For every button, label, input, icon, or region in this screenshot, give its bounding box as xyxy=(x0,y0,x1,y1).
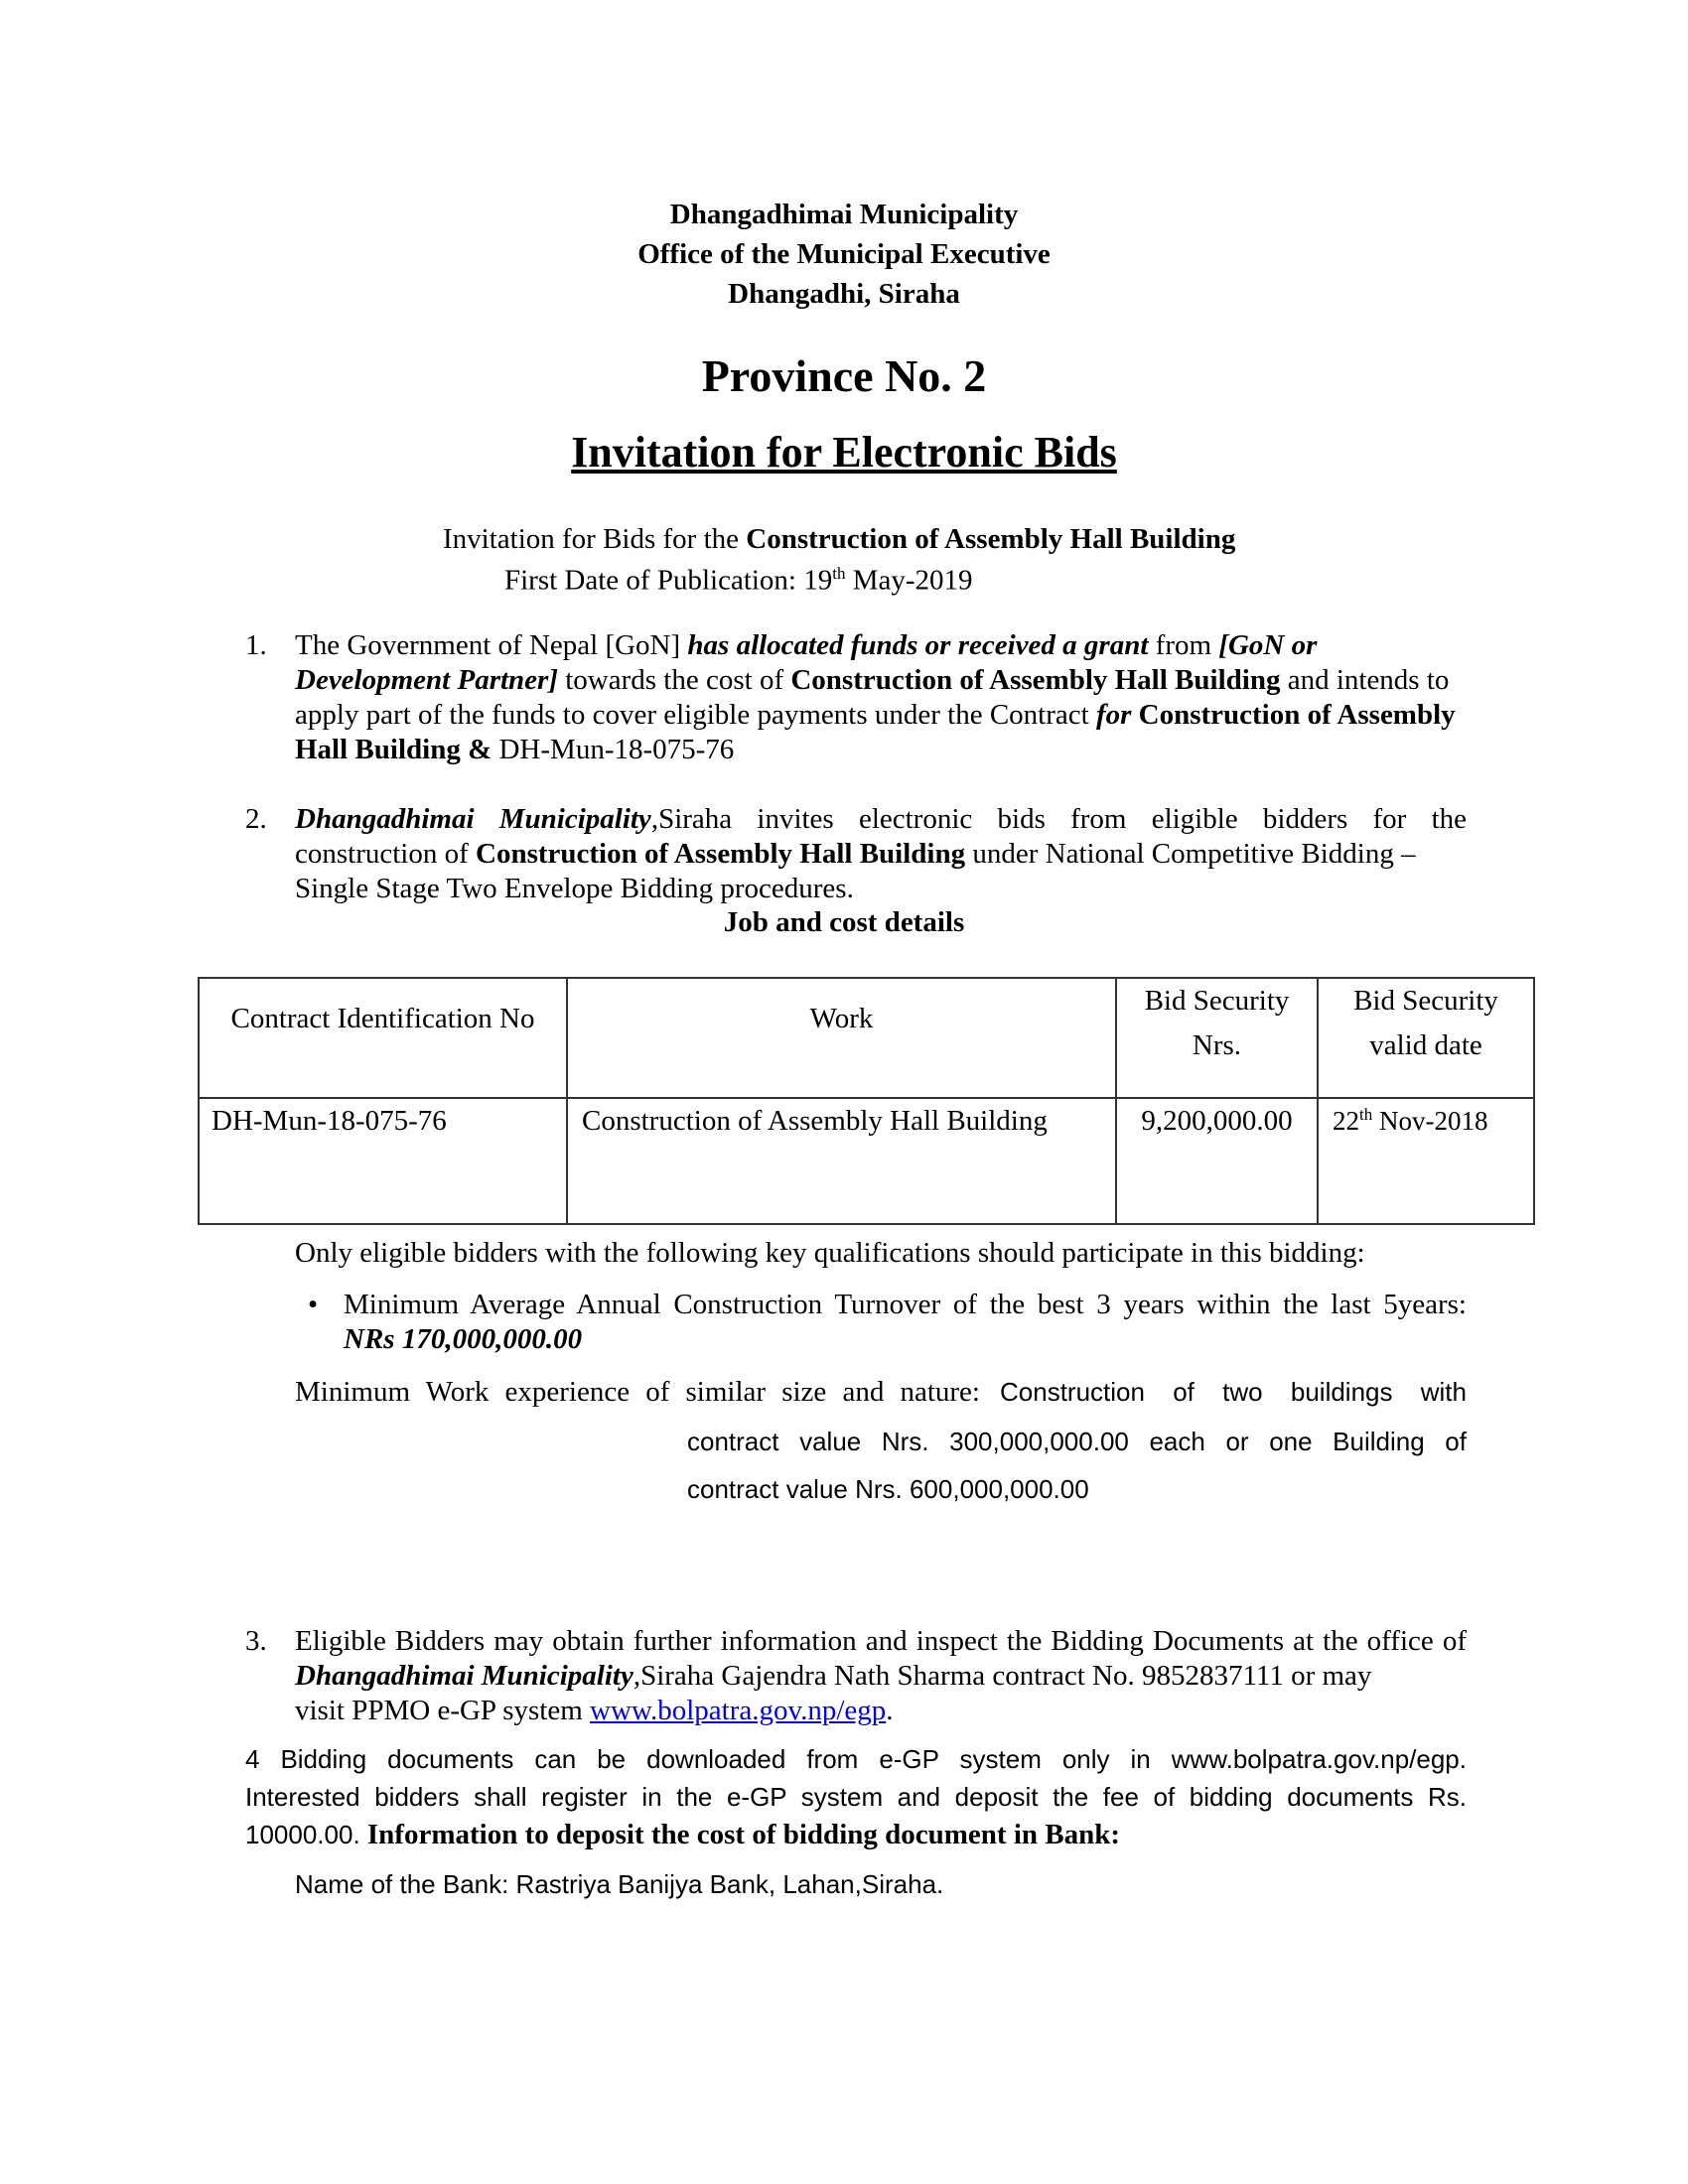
para-1-emphasis: for xyxy=(1095,699,1132,731)
cell-valid-date-rest: Nov-2018 xyxy=(1372,1106,1488,1136)
para-1-text: and intends to xyxy=(1280,664,1450,696)
para-3-text: Eligible Bidders may obtain further information and inspect the Bidding Documents at the office of xyxy=(295,1625,1467,1657)
para-1-project: Construction of Assembly xyxy=(1131,699,1456,731)
cell-contract-id: DH-Mun-18-075-76 xyxy=(199,1098,567,1224)
cell-work: Construction of Assembly Hall Building xyxy=(567,1098,1116,1224)
municipality-name: Dhangadhimai Municipality xyxy=(669,199,1019,230)
egp-link[interactable]: www.bolpatra.gov.np/egp xyxy=(590,1695,887,1726)
header-valid-date-line2: valid date xyxy=(1369,1029,1482,1061)
para-4-line-2: Interested bidders shall register in the e-GP system and deposit the fee of bidding documents Rs. xyxy=(245,1782,1467,1812)
office-location: Dhangadhi, Siraha xyxy=(728,278,960,310)
publication-date xyxy=(504,556,973,599)
para-3-text: . xyxy=(886,1695,894,1726)
header-valid-date-line1: Bid Security xyxy=(1353,985,1498,1017)
header-bid-security-line2: Nrs. xyxy=(1192,1029,1242,1061)
para-1-emphasis: [GoN or xyxy=(1218,629,1318,661)
para-1-text: The Government of Nepal [GoN] xyxy=(295,629,688,661)
para-3-number: 3. xyxy=(245,1625,267,1657)
header-work: Work xyxy=(567,978,1116,1098)
para-3-municipality: Dhangadhimai Municipality xyxy=(295,1660,633,1692)
cell-valid-date-day: 22 xyxy=(1333,1106,1359,1136)
para-1-text: apply part of the funds to cover eligible payments under the Contract xyxy=(295,699,1096,731)
publication-date-sup: th xyxy=(832,564,846,583)
para-2-text: Single Stage Two Envelope Bidding procedures. xyxy=(295,873,854,904)
para-4-fee: 10000.00. xyxy=(245,1820,367,1849)
para-1-emphasis: Development Partner] xyxy=(295,664,558,696)
province-title: Province No. 2 xyxy=(701,350,987,401)
para-3-text: visit PPMO e-GP system xyxy=(295,1695,591,1726)
invitation-subtitle xyxy=(443,522,1235,557)
experience-line-1: Construction of two buildings with xyxy=(1000,1377,1467,1407)
office-header xyxy=(0,195,1688,314)
turnover-value: NRs 170,000,000.00 xyxy=(344,1323,583,1355)
para-2-text: construction of xyxy=(295,838,477,870)
experience-requirement xyxy=(295,1375,1467,1410)
table-title: Job and cost details xyxy=(723,906,965,938)
para-4 xyxy=(245,1740,1467,1853)
para-1-number: 1. xyxy=(245,629,267,661)
para-2-text: ,Siraha invites electronic bids from eligible bidders for the xyxy=(650,803,1467,835)
publication-date-suffix: May-2019 xyxy=(845,564,973,597)
header-contract-id: Contract Identification No xyxy=(199,978,567,1098)
para-4-line-1: 4 Bidding documents can be downloaded from e-GP system only in www.bolpatra.gov.np/egp. xyxy=(245,1744,1467,1774)
publication-date-prefix: First Date of Publication: 19 xyxy=(504,564,833,597)
subtitle-prefix: Invitation for Bids for the xyxy=(443,523,747,555)
experience-label: Minimum Work experience of similar size and nature: xyxy=(295,1376,980,1408)
para-1-emphasis: has allocated funds or received a grant xyxy=(687,629,1149,661)
table-header-row xyxy=(199,978,1534,1098)
header-bid-security xyxy=(1116,978,1318,1098)
experience-line-2: contract value Nrs. 300,000,000.00 each or one Building of xyxy=(687,1427,1467,1456)
para-3-contact: ,Siraha Gajendra Nath Sharma contract No. 9852837111 or may xyxy=(633,1660,1372,1692)
subtitle-project: Construction of Assembly Hall Building xyxy=(746,523,1236,555)
document-heading: Invitation for Electronic Bids xyxy=(571,428,1117,477)
para-2-project: Construction of Assembly Hall Building xyxy=(476,838,966,870)
experience-line-3: contract value Nrs. 600,000,000.00 xyxy=(687,1474,1089,1504)
bank-name: Name of the Bank: Rastriya Banijya Bank, Lahan,Siraha. xyxy=(295,1869,944,1899)
turnover-text: Minimum Average Annual Construction Turnover of the best 3 years within the last 5years: xyxy=(344,1289,1467,1320)
turnover-requirement xyxy=(344,1288,1467,1357)
para-2-municipality: Dhangadhimai Municipality xyxy=(295,803,651,835)
para-2-number: 2. xyxy=(245,803,267,835)
para-1 xyxy=(295,628,1467,767)
cell-valid-date xyxy=(1318,1098,1534,1224)
para-1-project: Construction of Assembly Hall Building xyxy=(790,664,1281,696)
para-2-text: under National Competitive Bidding – xyxy=(965,838,1416,870)
cell-valid-date-sup: th xyxy=(1359,1105,1373,1124)
qualifications-intro: Only eligible bidders with the following key qualifications should participate in this bidding: xyxy=(295,1237,1365,1269)
header-bid-security-line1: Bid Security xyxy=(1144,985,1290,1017)
office-name: Office of the Municipal Executive xyxy=(637,238,1051,270)
para-2 xyxy=(295,802,1467,906)
para-1-text: from xyxy=(1148,629,1219,661)
para-3 xyxy=(295,1624,1467,1728)
bid-table xyxy=(198,977,1535,1225)
header-valid-date xyxy=(1318,978,1534,1098)
table-row xyxy=(199,1098,1534,1224)
bullet-icon: • xyxy=(308,1289,319,1320)
para-1-text: towards the cost of xyxy=(557,664,791,696)
para-1-contract-id: DH-Mun-18-075-76 xyxy=(492,734,735,765)
cell-bid-security: 9,200,000.00 xyxy=(1116,1098,1318,1224)
para-1-project: Hall Building & xyxy=(295,734,492,765)
bank-info-heading: Information to deposit the cost of bidding document in Bank: xyxy=(366,1819,1121,1850)
